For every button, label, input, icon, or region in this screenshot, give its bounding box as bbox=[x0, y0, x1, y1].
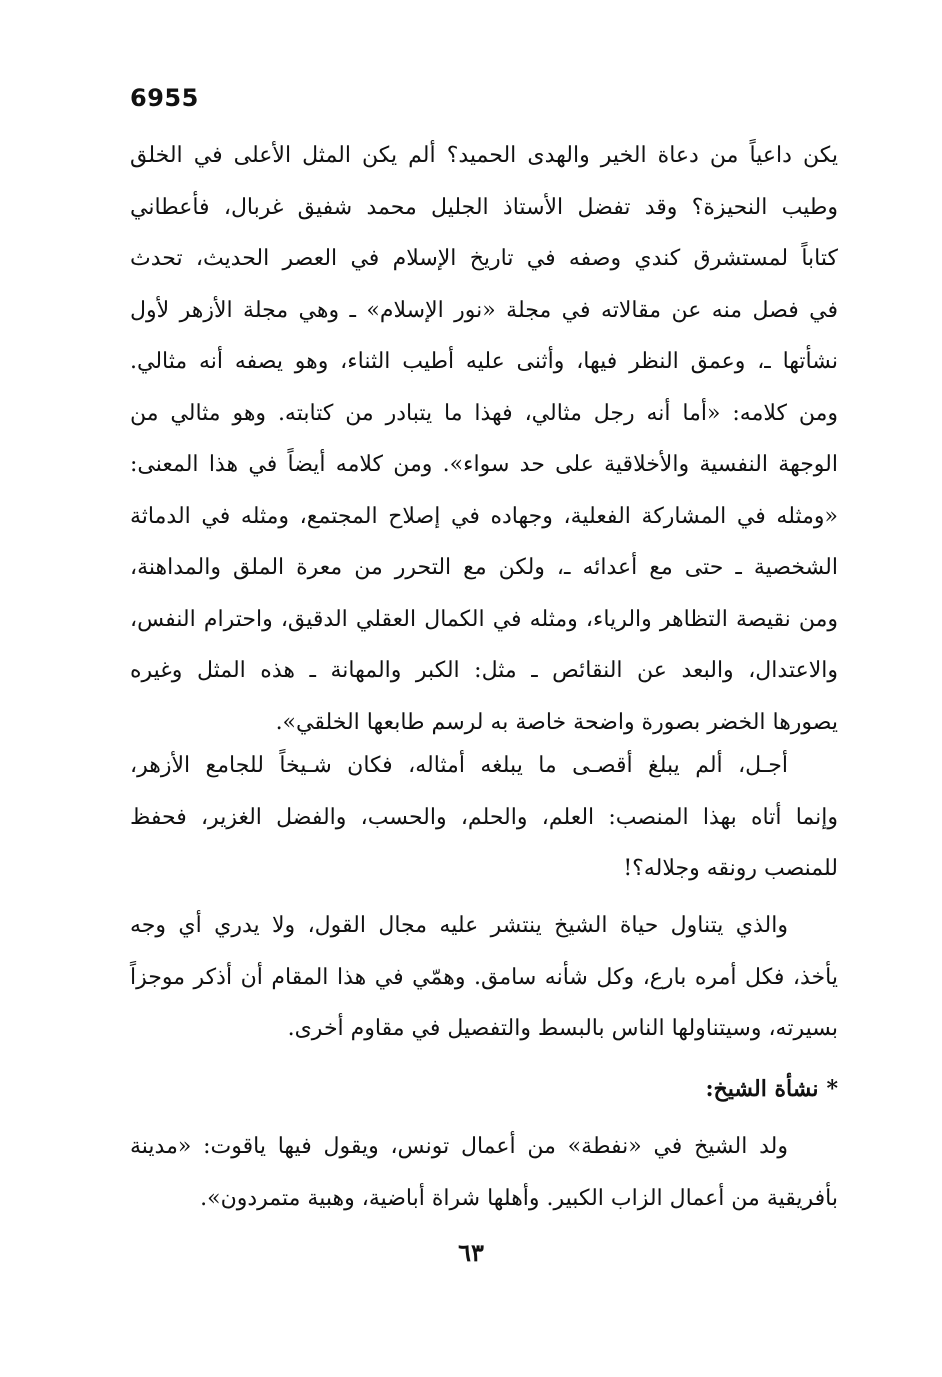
text-line: ولد الشيخ في «نفطة» من أعمال تونس، ويقول فيها ياقوت: «مدينة bbox=[130, 1134, 788, 1159]
text-line: كتاباً لمستشرق كندي وصفه في تاريخ الإسلام في العصر الحديث، تحدث bbox=[130, 246, 838, 271]
paragraph-1 bbox=[130, 130, 838, 748]
heading-text: نشأة الشيخ: bbox=[705, 1076, 819, 1102]
text-line: يأخذ، فكل أمره بارع، وكل شأنه سامق. وهمّي في هذا المقام أن أذكر موجزاً bbox=[130, 964, 838, 990]
text-line: بسيرته، وسيتناولها الناس بالبسط والتفصيل في مقاوم أخرى. bbox=[287, 1016, 838, 1041]
text-line: يكن داعياً من دعاة الخير والهدى الحميد؟ ألم يكن المثل الأعلى في الخلق bbox=[130, 143, 838, 168]
text-line: يصورها الخضر بصورة واضحة خاصة به لرسم طابعها الخلقي». bbox=[275, 709, 838, 735]
text-line: وإنما أتاه بهذا المنصب: العلم، والحلم، والحسب، والفضل الغزير، فحفظ bbox=[130, 804, 838, 830]
paragraph-4 bbox=[130, 1121, 838, 1224]
page-number: ٦٣ bbox=[458, 1238, 484, 1267]
paragraph-2 bbox=[130, 740, 838, 895]
paragraph-3 bbox=[130, 900, 838, 1055]
text-line: الوجهة النفسية والأخلاقية على حد سواء». ومن كلامه أيضاً في هذا المعنى: bbox=[130, 452, 838, 477]
text-line: ومن كلامه: «أما أنه رجل مثالي، فهذا ما يتبادر من كتابته. وهو مثالي من bbox=[130, 400, 838, 426]
heading-star-icon: * bbox=[826, 1076, 838, 1102]
text-line: في فصل منه عن مقالاته في مجلة «نور الإسلام» ـ وهي مجلة الأزهر لأول bbox=[130, 297, 838, 323]
text-line: والاعتدال، والبعد عن النقائص ـ مثل: الكبر والمهانة ـ هذه المثل وغيره bbox=[130, 658, 838, 683]
text-line: وطيب النحيزة؟ وقد تفضل الأستاذ الجليل محمد شفيق غربال، فأعطاني bbox=[130, 194, 838, 220]
document-id-number: 6955 bbox=[130, 84, 199, 112]
text-line: نشأتها ـ، وعمق النظر فيها، وأثنى عليه أطيب الثناء، وهو يصفه أنه مثالي. bbox=[130, 349, 838, 374]
text-line: والذي يتناول حياة الشيخ ينتشر عليه مجال القول، ولا يدري أي وجه bbox=[130, 913, 788, 938]
text-line: للمنصب رونقه وجلاله؟! bbox=[623, 856, 838, 881]
text-line: أجـل، ألم يبلغ أقصـى ما يبلغه أمثاله، فكان شـيخاً للجامع الأزهر، bbox=[130, 753, 788, 778]
text-line: ومن نقيصة التظاهر والرياء، ومثله في الكمال العقلي الدقيق، واحترام النفس، bbox=[130, 606, 838, 632]
section-heading bbox=[130, 1064, 838, 1114]
text-line: «ومثله في المشاركة الفعلية، وجهاده في إصلاح المجتمع، ومثله في الدماثة bbox=[130, 503, 838, 529]
text-line: بأفريقية من أعمال الزاب الكبير. وأهلها شراة أباضية، وهبية متمردون». bbox=[200, 1185, 838, 1211]
text-line: الشخصية ـ حتى مع أعدائه ـ، ولكن مع التحرر من معرة الملق والمداهنة، bbox=[130, 555, 838, 580]
